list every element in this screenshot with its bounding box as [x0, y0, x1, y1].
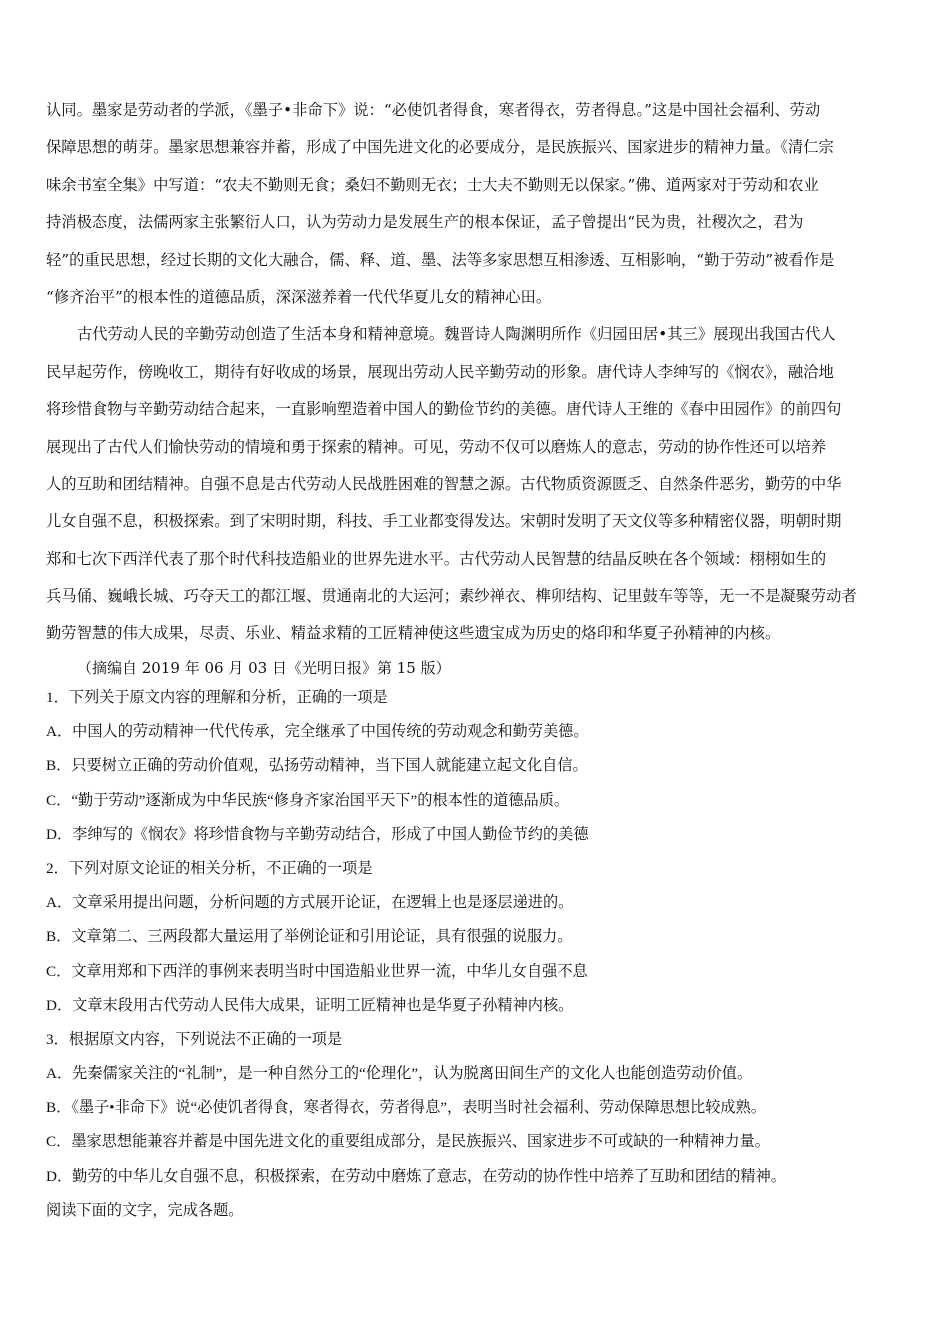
answer-option: C．“勤于劳动”逐渐成为中华民族“修身齐家治国平天下”的根本性的道德品质。 [46, 791, 570, 809]
answer-option: C．墨家思想能兼容并蓄是中国先进文化的重要组成部分，是民族振兴、国家进步不可或缺的一种精神力量。 [46, 1133, 770, 1151]
answer-option: B．文章第二、三两段都大量运用了举例论证和引用论证，具有很强的说服力。 [46, 928, 573, 946]
passage-line: 郑和七次下西洋代表了那个时代科技造船业的世界先进水平。古代劳动人民智慧的结晶反映在各个领域：栩栩如生的 [46, 549, 827, 568]
answer-option: A．先秦儒家关注的“礼制”，是一种自然分工的“伦理化”，认为脱离田间生产的文化人也能创造劳动价值。 [46, 1065, 753, 1083]
question-stem: 3．根据原文内容，下列说法不正确的一项是 [46, 1030, 343, 1048]
answer-option: D．勤劳的中华儿女自强不息，积极探索，在劳动中磨炼了意志，在劳动的协作性中培养了互助和团结的精神。 [46, 1167, 786, 1185]
passage-line: 古代劳动人民的辛勤劳动创造了生活本身和精神意境。魏晋诗人陶渊明所作《归园田居•其三》展现出我国古代人 [77, 325, 836, 344]
passage-line: 展现出了古代人们愉快劳动的情境和勇于探索的精神。可见，劳动不仅可以磨炼人的意志，劳动的协作性还可以培养 [46, 437, 827, 456]
passage-line: 儿女自强不息，积极探索。到了宋明时期，科技、手工业都变得发达。宋朝时发明了天文仪等多种精密仪器，明朝时期 [46, 512, 842, 531]
passage-line: “修齐治平”的根本性的道德品质，深深滋养着一代代华夏儿女的精神心田。 [46, 287, 552, 306]
question-stem: 1．下列关于原文内容的理解和分析，正确的一项是 [46, 689, 388, 706]
passage-line: 轻”的重民思想，经过长期的文化大融合，儒、释、道、墨、法等多家思想互相渗透、互相影响，“勤于劳动”被看作是 [46, 250, 835, 269]
question-section [46, 681, 926, 1228]
answer-option: B．《墨子•非命下》说“必使饥者得食，寒者得衣，劳者得息”，表明当时社会福利、劳动保障思想比较成熟。 [46, 1099, 766, 1117]
answer-option: C．文章用郑和下西洋的事例来表明当时中国造船业世界一流，中华儿女自强不息 [46, 962, 588, 980]
answer-option: D．文章末段用古代劳动人民伟大成果，证明工匠精神也是华夏子孙精神内核。 [46, 996, 574, 1014]
passage-line: 保障思想的萌芽。墨家思想兼容并蓄，形成了中国先进文化的必要成分，是民族振兴、国家进步的精神力量。《清仁宗 [46, 138, 834, 157]
passage-line: 兵马俑、巍峨长城、巧夺天工的都江堰、贯通南北的大运河；素纱禅衣、榫卯结构、记里鼓车等等，无一不是凝聚劳动者 [46, 587, 857, 606]
answer-option: A．中国人的劳动精神一代代传承，完全继承了中国传统的劳动观念和勤劳美德。 [46, 723, 589, 741]
reading-passage [46, 92, 906, 684]
reading-instruction: 阅读下面的文字，完成各题。 [46, 1201, 244, 1219]
answer-option: B．只要树立正确的劳动价值观，弘扬劳动精神，当下国人就能建立起文化自信。 [46, 757, 588, 775]
answer-option: D．李绅写的《悯农》将珍惜食物与辛勤劳动结合，形成了中国人勤俭节约的美德 [46, 825, 589, 843]
passage-line: 将珍惜食物与辛勤劳动结合起来，一直影响塑造着中国人的勤俭节约的美德。唐代诗人王维的《春中田园作》的前四句 [46, 400, 842, 419]
answer-option: A．文章采用提出问题，分析问题的方式展开论证，在逻辑上也是逐层递进的。 [46, 894, 574, 912]
passage-line: 持消极态度，法儒两家主张繁衍人口，认为劳动力是发展生产的根本保证，孟子曾提出“民为贵，社稷次之，君为 [46, 213, 804, 232]
passage-line: 人的互助和团结精神。自强不息是古代劳动人民战胜困难的智慧之源。古代物质资源匮乏、自然条件恶劣，勤劳的中华 [46, 474, 842, 493]
passage-line: 民早起劳作，傍晚收工，期待有好收成的场景，展现出劳动人民辛勤劳动的形象。唐代诗人李绅写的《悯农》，融洽地 [46, 362, 834, 381]
passage-line: 味余书室全集》中写道：“农夫不勤则无食；桑妇不勤则无衣；士大夫不勤则无以保家。”佛、道两家对于劳动和农业 [46, 175, 819, 194]
passage-line: 勤劳智慧的伟大成果，尽责、乐业、精益求精的工匠精神使这些遗宝成为历史的烙印和华夏子孙精神的内核。 [46, 624, 781, 643]
source-citation: （摘编自 2019 年 06 月 03 日《光明日报》第 15 版） [77, 658, 451, 677]
passage-line: 认同。墨家是劳动者的学派，《墨子•非命下》说：“必使饥者得食，寒者得衣，劳者得息。”这是中国社会福利、劳动 [46, 101, 821, 119]
question-stem: 2．下列对原文论证的相关分析，不正确的一项是 [46, 859, 373, 877]
